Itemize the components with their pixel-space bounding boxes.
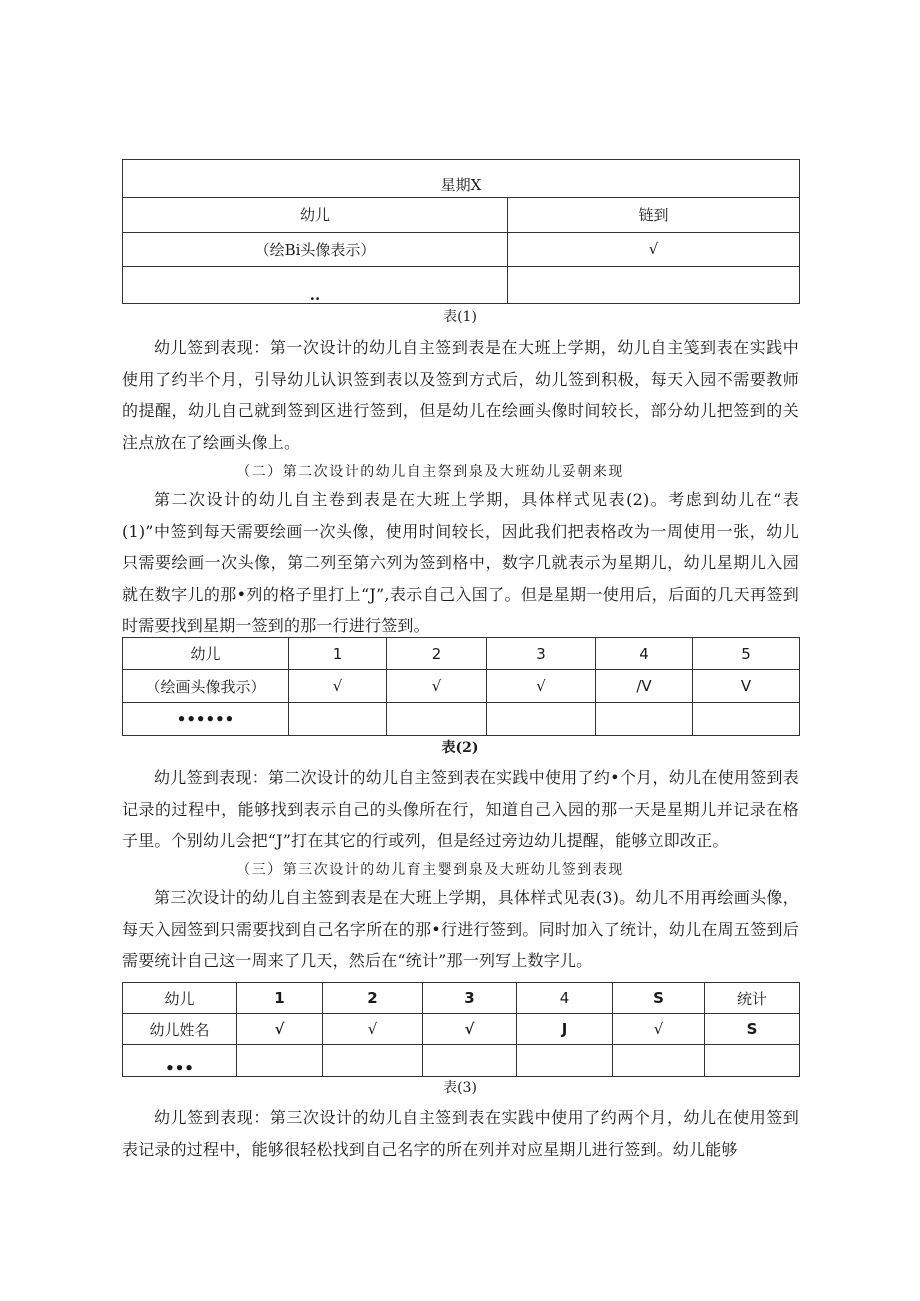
- paragraph-1: 幼儿签到表现：第一次设计的幼儿自主签到表是在大班上学期，幼儿自主笺到表在实践中使用了约半个月，引导幼儿认识签到表以及签到方式后，幼儿签到积极，每天入园不需要教师的提醒，幼儿自己就到签到区进行签到，但是幼儿在绘画头像时间较长，部分幼儿把签到的关注点放在了绘画头像上。: [122, 338, 799, 452]
- paragraph-3: 幼儿签到表现：第二次设计的幼儿自主签到表在实践中使用了约•个月，幼儿在使用签到表记录的过程中，能够找到表示自己的头像所在行，知道自己入园的那一天是星期儿并记录在格子里。个别幼儿会把“J”打在其它的行或列，但是经过旁边幼儿提醒，能够立即改正。: [122, 768, 799, 850]
- table-2-cell-day-1: √: [289, 670, 387, 703]
- table-3-header-child: 幼儿: [123, 983, 237, 1014]
- table-2-caption: 表(2): [441, 740, 479, 756]
- table-3-cell-empty-3: [423, 1045, 517, 1077]
- table-2-cell-day-3: √: [487, 670, 596, 703]
- table-1-cell-ellipsis: ..: [123, 266, 508, 303]
- table-3-cell-ellipsis: •••: [123, 1045, 237, 1077]
- paragraph-5: 幼儿签到表现：第三次设计的幼儿自主签到表在实践中使用了约两个月，幼儿在使用签到表记录的过程中，能够很轻松找到自己名字的所在列并对应星期儿进行签到。幼儿能够: [122, 1108, 799, 1159]
- table-2-header-day-3: 3: [487, 638, 596, 670]
- table-3-cell-day-4: J: [517, 1014, 613, 1045]
- table-3-header-day-3: 3: [423, 983, 517, 1014]
- table-3-cell-empty-4: [517, 1045, 613, 1077]
- section-heading-2: （二）第二次设计的幼儿自主祭到泉及大班幼儿妥朝来现: [236, 464, 624, 480]
- table-3-header-day-2: 2: [323, 983, 423, 1014]
- table-1-cell-check: √: [508, 232, 800, 266]
- table-3: [122, 982, 800, 1077]
- table-3-cell-day-2: √: [323, 1014, 423, 1045]
- section-heading-3: （三）第三次设计的幼儿育主婴到泉及大班幼儿签到表现: [236, 862, 624, 878]
- table-2-header-day-4: 4: [596, 638, 693, 670]
- table-3-cell-empty-2: [323, 1045, 423, 1077]
- paragraph-2: 第二次设计的幼儿自主卷到表是在大班上学期，具体样式见表(2)。考虑到幼儿在“表(1)”中签到每天需要绘画一次头像，使用时间较长，因此我们把表格改为一周使用一张，幼儿只需要绘画一次头像，第二列至第六列为签到格中，数字几就表示为星期儿，幼儿星期儿入园就在数字儿的那•列的格子里打上“J”,表示自己入国了。但是星期一使用后，后面的几天再签到时需要找到星期一签到的那一行进行签到。: [122, 490, 799, 635]
- table-3-header-day-4: 4: [517, 983, 613, 1014]
- table-2-cell-day-5: V: [693, 670, 800, 703]
- table-2-cell-avatar: （绘画头像我示）: [123, 670, 289, 703]
- table-2: [122, 637, 800, 736]
- table-3-cell-total: S: [705, 1014, 800, 1045]
- table-1-title: 星期X: [123, 160, 800, 198]
- table-1: [122, 159, 800, 304]
- table-1-header-signin: 链到: [508, 198, 800, 232]
- table-2-header-day-2: 2: [387, 638, 487, 670]
- table-3-cell-day-3: √: [423, 1014, 517, 1045]
- table-2-cell-empty-5: [693, 703, 800, 736]
- table-2-header-child: 幼儿: [123, 638, 289, 670]
- table-3-caption: 表(3): [443, 1080, 477, 1096]
- table-3-header-total: 统计: [705, 983, 800, 1014]
- table-1-header-child: 幼儿: [123, 198, 508, 232]
- table-3-cell-empty-6: [705, 1045, 800, 1077]
- table-3-cell-day-5: √: [613, 1014, 705, 1045]
- table-2-cell-empty-1: [289, 703, 387, 736]
- table-1-cell-avatar: （绘Bi头像表示）: [123, 232, 508, 266]
- table-3-cell-empty-5: [613, 1045, 705, 1077]
- table-3-cell-day-1: √: [237, 1014, 323, 1045]
- table-1-cell-empty: [508, 266, 800, 303]
- table-2-cell-ellipsis: ••••••: [123, 703, 289, 736]
- table-2-cell-empty-3: [487, 703, 596, 736]
- table-3-cell-empty-1: [237, 1045, 323, 1077]
- table-2-header-day-1: 1: [289, 638, 387, 670]
- table-2-header-day-5: 5: [693, 638, 800, 670]
- table-3-cell-name: 幼儿姓名: [123, 1014, 237, 1045]
- paragraph-4: 第三次设计的幼儿自主签到表是在大班上学期，具体样式见表(3)。幼儿不用再绘画头像，每天入园签到只需要找到自己名字所在的那•行进行签到。同时加入了统计，幼儿在周五签到后需要统计自己这一周来了几天，然后在“统计”那一列写上数字儿。: [122, 888, 799, 970]
- table-2-cell-day-2: √: [387, 670, 487, 703]
- table-1-caption: 表(1): [443, 309, 477, 325]
- table-3-header-day-1: 1: [237, 983, 323, 1014]
- table-2-cell-empty-4: [596, 703, 693, 736]
- table-3-header-day-5: S: [613, 983, 705, 1014]
- table-2-cell-empty-2: [387, 703, 487, 736]
- table-2-cell-day-4: /V: [596, 670, 693, 703]
